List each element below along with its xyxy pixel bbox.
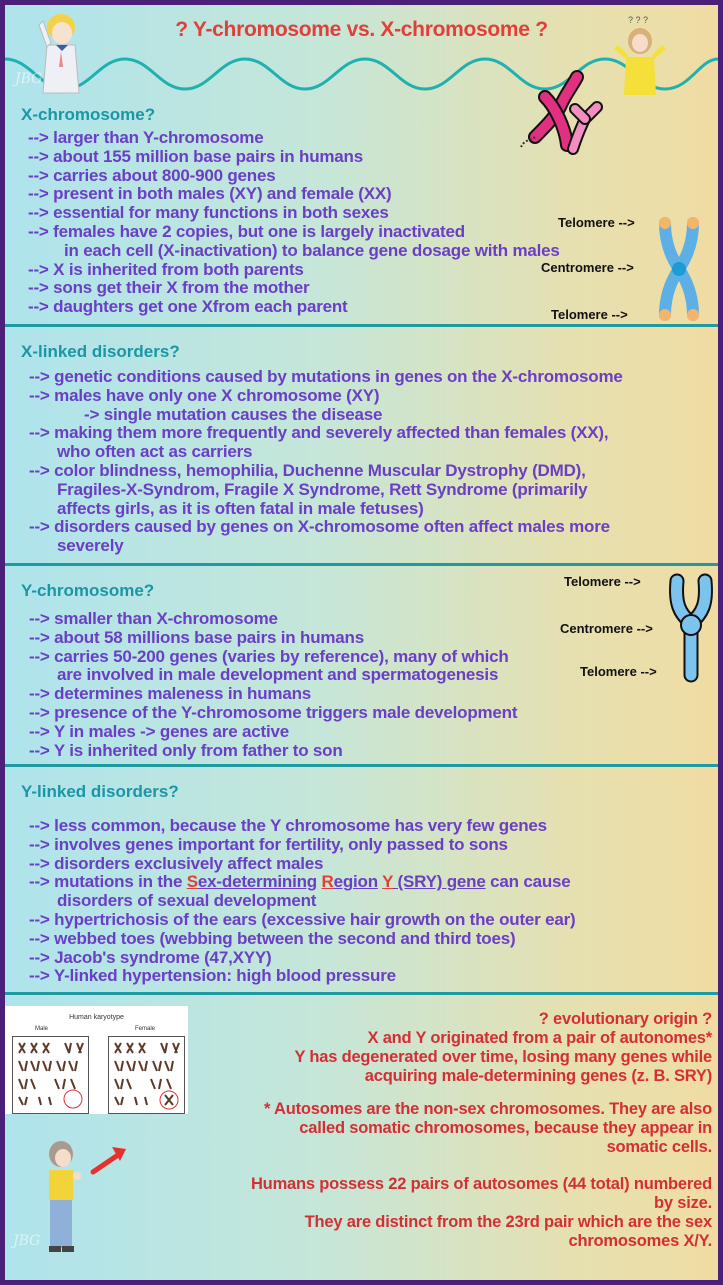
karyotype-female-label: Female xyxy=(135,1026,156,1032)
list-item: --> present in both males (XY) and female (XX) xyxy=(28,184,392,204)
sry-text: ex-determining xyxy=(197,872,317,892)
sry-suffix: can cause xyxy=(485,872,571,892)
evolution-line: * Autosomes are the non-sex chromosomes. They are also xyxy=(264,1100,712,1118)
list-item: --> X is inherited from both parents xyxy=(28,259,304,279)
y-linked-list xyxy=(29,817,576,986)
karyotype-male-label: Male xyxy=(35,1026,49,1032)
centromere-label: Centromere --> xyxy=(541,260,634,275)
section-title: X-linked disorders? xyxy=(21,342,180,361)
list-item: --> larger than Y-chromosome xyxy=(28,128,264,147)
centromere-label: Centromere --> xyxy=(560,621,653,636)
section-divider xyxy=(5,992,718,995)
sry-prefix: --> mutations in the xyxy=(29,872,187,892)
y-chromosome-list xyxy=(29,610,517,760)
list-item-continuation: disorders of sexual development xyxy=(57,891,317,911)
section-title: X-chromosome? xyxy=(21,105,156,124)
list-item: --> daughters get one Xfrom each parent xyxy=(28,297,348,317)
list-item: --> females have 2 copies, but one is largely inactivated xyxy=(28,221,465,241)
telomere-label: Telomere --> xyxy=(580,664,657,679)
telomere-label: Telomere --> xyxy=(564,574,641,589)
section-title: Y-linked disorders? xyxy=(21,782,179,801)
list-item: --> disorders caused by genes on X-chromosome often affect males more xyxy=(29,517,610,537)
list-item: --> about 155 million base pairs in humans xyxy=(28,146,363,166)
evolution-line: somatic cells. xyxy=(606,1138,712,1156)
x-chromosome-list xyxy=(28,129,560,317)
list-item: --> carries 50-200 genes (varies by reference), many of which xyxy=(29,646,509,666)
sry-letter-y: Y xyxy=(382,872,393,892)
list-item: --> color blindness, hemophilia, Duchenne Muscular Dystrophy (DMD), xyxy=(29,460,586,480)
evolution-line: by size. xyxy=(653,1194,712,1212)
list-item: --> males have only one X chromosome (XY) xyxy=(29,385,380,405)
xy-chromosome-illustration xyxy=(515,67,605,157)
list-item: --> about 58 millions base pairs in humans xyxy=(29,627,364,647)
list-item-continuation: Fragiles-X-Syndrom, Fragile X Syndrome, Rett Syndrome (primarily xyxy=(57,479,588,499)
list-item: --> webbed toes (webbing between the second and third toes) xyxy=(29,928,516,948)
sry-letter-r: R xyxy=(321,872,334,892)
list-item-continuation: in each cell (X-inactivation) to balance gene dosage with males xyxy=(64,240,560,260)
list-item-continuation: severely xyxy=(57,536,124,556)
male-karyotype-box xyxy=(12,1036,89,1114)
sry-text: (SRY) gene xyxy=(393,872,486,892)
sry-list-item xyxy=(29,873,576,892)
list-item: --> less common, because the Y chromosome has very few genes xyxy=(29,816,547,835)
evolution-line: Humans possess 22 pairs of autosomes (44 total) numbered xyxy=(250,1175,712,1193)
evolution-line: X and Y originated from a pair of autonomes* xyxy=(367,1029,712,1047)
evolution-line: They are distinct from the 23rd pair which are the sex xyxy=(304,1213,712,1231)
confused-girl-illustration xyxy=(610,9,670,95)
evolution-line: Y has degenerated over time, losing many genes while xyxy=(294,1048,712,1066)
watermark: JBG xyxy=(13,1233,41,1249)
male-chromosomes-icon xyxy=(13,1037,88,1113)
karyotype-image xyxy=(5,1006,188,1114)
list-item-sub: -> single mutation causes the disease xyxy=(84,404,383,424)
list-item: --> sons get their X from the mother xyxy=(28,278,310,298)
list-item-continuation: are involved in male development and spermatogenesis xyxy=(57,665,499,685)
section-title: Y-chromosome? xyxy=(21,581,155,600)
red-arrow-icon xyxy=(90,1145,130,1175)
karyotype-title: Human karyotype xyxy=(69,1014,124,1021)
section-divider xyxy=(5,563,718,566)
watermark: JBG xyxy=(15,71,43,87)
list-item: --> Jacob's syndrome (47,XYY) xyxy=(29,947,272,967)
list-item: --> presence of the Y-chromosome triggers male development xyxy=(29,702,518,722)
list-item: --> involves genes important for fertility, only passed to sons xyxy=(29,834,508,854)
list-item: --> determines maleness in humans xyxy=(29,684,312,704)
list-item-continuation: who often act as carriers xyxy=(57,442,253,462)
evolution-line: called somatic chromosomes, because they appear in xyxy=(299,1119,712,1137)
evolution-line: chromosomes X/Y. xyxy=(568,1232,712,1250)
evolution-origin-text xyxy=(294,1010,712,1086)
sry-letter-s: S xyxy=(186,872,198,892)
evolution-line: acquiring male-determining genes (z. B. SRY) xyxy=(364,1067,712,1085)
section-divider xyxy=(5,764,718,767)
autosomes-note xyxy=(264,1100,712,1157)
svg-text:? ? ?: ? ? ? xyxy=(628,15,649,25)
telomere-label: Telomere --> xyxy=(558,215,635,230)
x-chromosome-diagram xyxy=(655,217,703,321)
list-item: --> Y-linked hypertension: high blood pressure xyxy=(29,966,396,986)
section-divider xyxy=(5,324,718,327)
female-karyotype-box xyxy=(108,1036,185,1114)
list-item: --> essential for many functions in both sexes xyxy=(28,203,389,223)
list-item: --> genetic conditions caused by mutations in genes on the X-chromosome xyxy=(29,367,623,386)
pointing-boy-illustration xyxy=(35,1138,85,1258)
list-item-continuation: affects girls, as it is often fatal in male fetuses) xyxy=(57,498,424,518)
sry-text: egion xyxy=(333,872,378,892)
list-item: --> Y is inherited only from father to son xyxy=(29,740,343,760)
y-chromosome-diagram xyxy=(665,573,717,685)
header xyxy=(5,5,718,103)
autosomes-count-text xyxy=(251,1175,712,1251)
female-chromosomes-icon xyxy=(109,1037,184,1113)
x-linked-list xyxy=(29,368,623,556)
page-title: ? Y-chromosome vs. X-chromosome ? xyxy=(175,18,548,41)
copyright-signature xyxy=(656,0,710,1)
list-item: --> Y in males -> genes are active xyxy=(29,721,289,741)
infographic-frame xyxy=(5,5,718,1280)
list-item: --> smaller than X-chromosome xyxy=(29,609,278,628)
evolution-heading: ? evolutionary origin ? xyxy=(538,1010,712,1028)
telomere-label: Telomere --> xyxy=(551,307,628,322)
list-item: --> hypertrichosis of the ears (excessive hair growth on the outer ear) xyxy=(29,909,576,929)
list-item: --> disorders exclusively affect males xyxy=(29,853,324,873)
list-item: --> making them more frequently and severely affected than females (XX), xyxy=(29,423,609,443)
list-item: --> carries about 800-900 genes xyxy=(28,165,276,185)
